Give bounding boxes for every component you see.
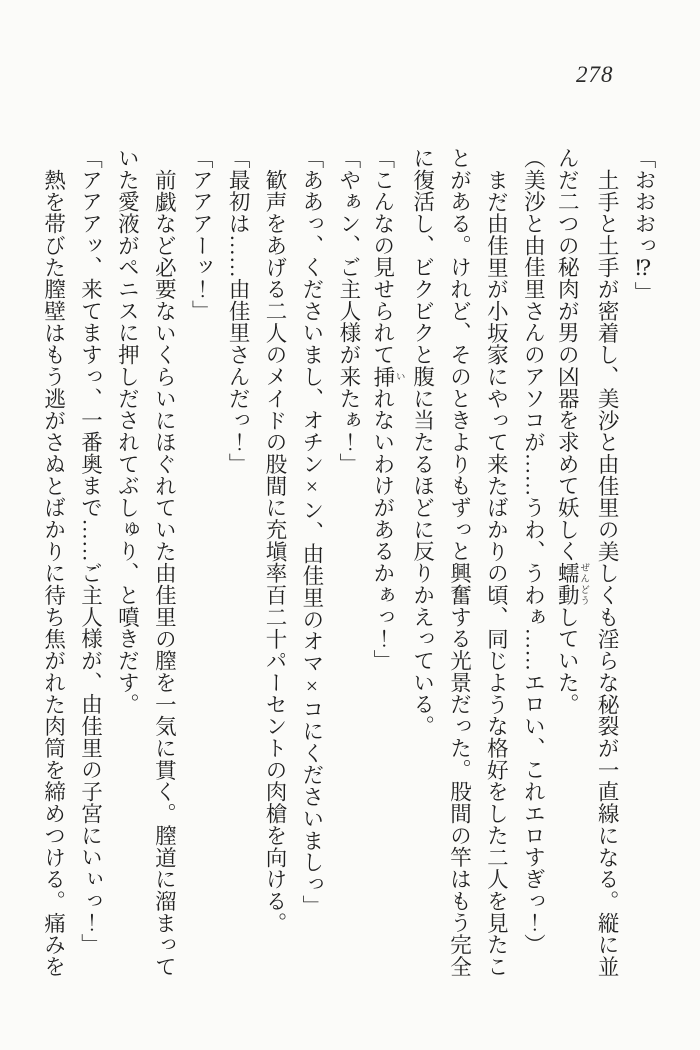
- text-run: とがある。けれど、そのときよりもずっと興奮する光景だった。股間の竿はもう完全: [447, 147, 472, 978]
- text-run: 「最初は……由佳里さんだっ！」: [226, 147, 251, 475]
- text-run: いた愛液がペニスに押しだされてぶしゅり、と噴きだす。: [115, 147, 140, 716]
- text-column: [293, 147, 330, 1017]
- text-run: れないわけがあるかぁっ！」: [370, 387, 395, 672]
- text-run: していた。: [555, 605, 580, 716]
- text-column: [182, 147, 219, 1017]
- text-column: [256, 147, 293, 1017]
- text-column: [367, 147, 404, 1017]
- furigana: ぜんどう: [578, 562, 589, 606]
- text-run: 歓声をあげる二人のメイドの股間に充塡率百二十パーセントの肉槍を向ける。: [263, 168, 287, 934]
- text-run: 土手と土手が密着し、美沙と由佳里の美しくも淫らな秘裂が一直線になる。縦に並: [595, 168, 620, 978]
- text-run: 前戯など必要ないくらいにほぐれていた由佳里の膣を一気に貫く。膣道に溜まって: [152, 168, 177, 978]
- text-run: （美沙と由佳里さんのアソコが……うわ、うわぁ……エロい、これエロすぎっ！）: [521, 147, 546, 956]
- text-run: 「ああっ、くださいまし、オチン×ン、由佳里のオマ×コにくださいましっ」: [299, 147, 324, 917]
- text-column: [219, 147, 256, 1017]
- page-number: 278: [576, 62, 614, 87]
- text-column: [551, 147, 588, 1017]
- ruby-annotated-text: 蠕動 ぜんどう: [555, 562, 589, 606]
- text-column: [72, 147, 109, 1017]
- text-column: [514, 147, 551, 1017]
- text-run: 熱を帯びた膣壁はもう逃がさぬとばかりに待ち焦がれた肉筒を締めつける。痛みを: [41, 168, 66, 978]
- text-run: んだ二つの秘肉が男の凶器を求めて妖しく: [555, 147, 580, 563]
- text-run: 「こんなの見せられて: [370, 147, 395, 366]
- text-run: 「やぁン、ご主人様が来たぁ！」: [336, 147, 361, 475]
- furigana: い: [393, 365, 404, 388]
- ruby-annotated-text: 挿 い: [370, 365, 404, 388]
- text-block: [34, 147, 662, 1037]
- text-run: に復活し、ビクビクと腹に当たるほどに反りかえっている。: [410, 147, 435, 737]
- text-column: [35, 147, 72, 1017]
- text-column: [588, 147, 625, 1017]
- text-column: [109, 147, 146, 1017]
- text-column: [145, 147, 182, 1017]
- text-column: [330, 147, 367, 1017]
- text-column: [478, 147, 515, 1017]
- text-column: [404, 147, 441, 1017]
- text-column: [441, 147, 478, 1017]
- text-column: [625, 147, 662, 1017]
- text-run: まだ由佳里が小坂家にやって来たばかりの頃、同じような格好をした二人を見たこ: [484, 168, 509, 978]
- text-run: 「アアアッ、来てますっ、一番奥まで……ご主人様が、由佳里の子宮にいぃっ！」: [78, 147, 103, 956]
- text-run: 「アアアーッ！」: [189, 147, 214, 322]
- text-run: 「おおおっ⁉」: [632, 147, 656, 304]
